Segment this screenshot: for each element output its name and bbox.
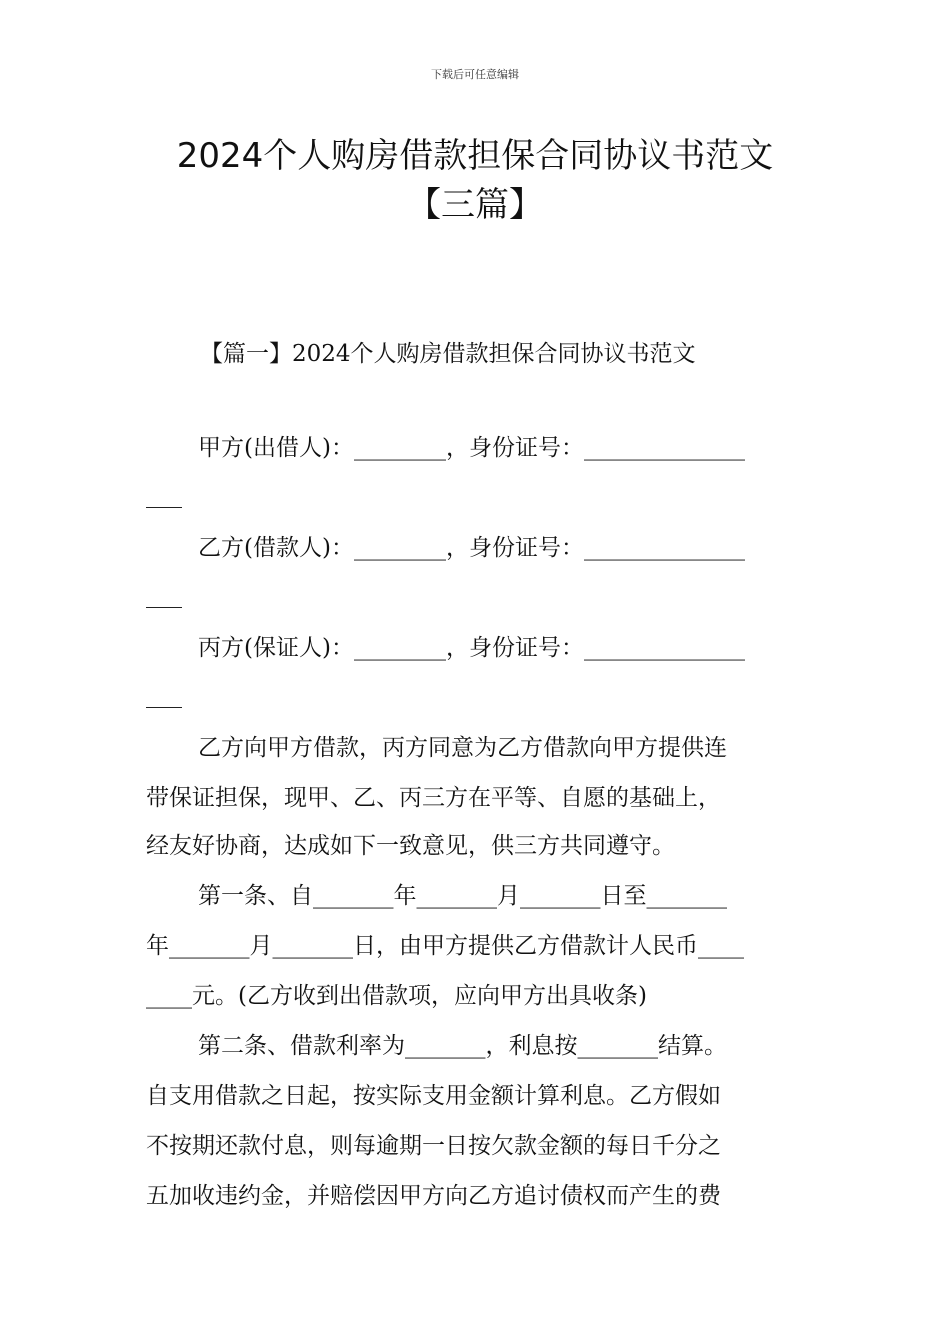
body-line: 乙方向甲方借款，丙方同意为乙方借款向甲方提供连 bbox=[198, 735, 727, 761]
clause-two-line: 第二条、借款利率为_______，利息按_______结算。 bbox=[198, 1033, 727, 1059]
document-title-line-2: 【三篇】 bbox=[407, 185, 543, 225]
clause-one-line: 年_______月_______日，由甲方提供乙方借款计人民币____ bbox=[146, 933, 744, 959]
document-title-line-1: 2024个人购房借款担保合同协议书范文 bbox=[176, 136, 774, 176]
party-line-guarantor: 丙方(保证人)：________，身份证号：______________ bbox=[198, 635, 745, 661]
party-line-guarantor-tail bbox=[146, 707, 182, 708]
body-line: 经友好协商，达成如下一致意见，供三方共同遵守。 bbox=[146, 833, 675, 859]
party-line-borrower: 乙方(借款人)：________，身份证号：______________ bbox=[198, 535, 745, 561]
party-line-lender: 甲方(出借人)：________，身份证号：______________ bbox=[198, 435, 745, 461]
clause-one-line: 第一条、自_______年_______月_______日至_______ bbox=[198, 883, 727, 909]
party-line-lender-tail bbox=[146, 507, 182, 508]
section-heading: 【篇一】2024个人购房借款担保合同协议书范文 bbox=[200, 341, 696, 367]
body-line: 带保证担保，现甲、乙、丙三方在平等、自愿的基础上， bbox=[146, 785, 721, 811]
header-note: 下载后可任意编辑 bbox=[431, 68, 519, 81]
clause-two-line: 五加收违约金，并赔偿因甲方向乙方追讨债权而产生的费 bbox=[146, 1183, 721, 1209]
clause-one-line: ____元。(乙方收到出借款项，应向甲方出具收条) bbox=[146, 983, 647, 1009]
party-line-borrower-tail bbox=[146, 607, 182, 608]
clause-two-line: 自支用借款之日起，按实际支用金额计算利息。乙方假如 bbox=[146, 1083, 721, 1109]
clause-two-line: 不按期还款付息，则每逾期一日按欠款金额的每日千分之 bbox=[146, 1133, 721, 1159]
